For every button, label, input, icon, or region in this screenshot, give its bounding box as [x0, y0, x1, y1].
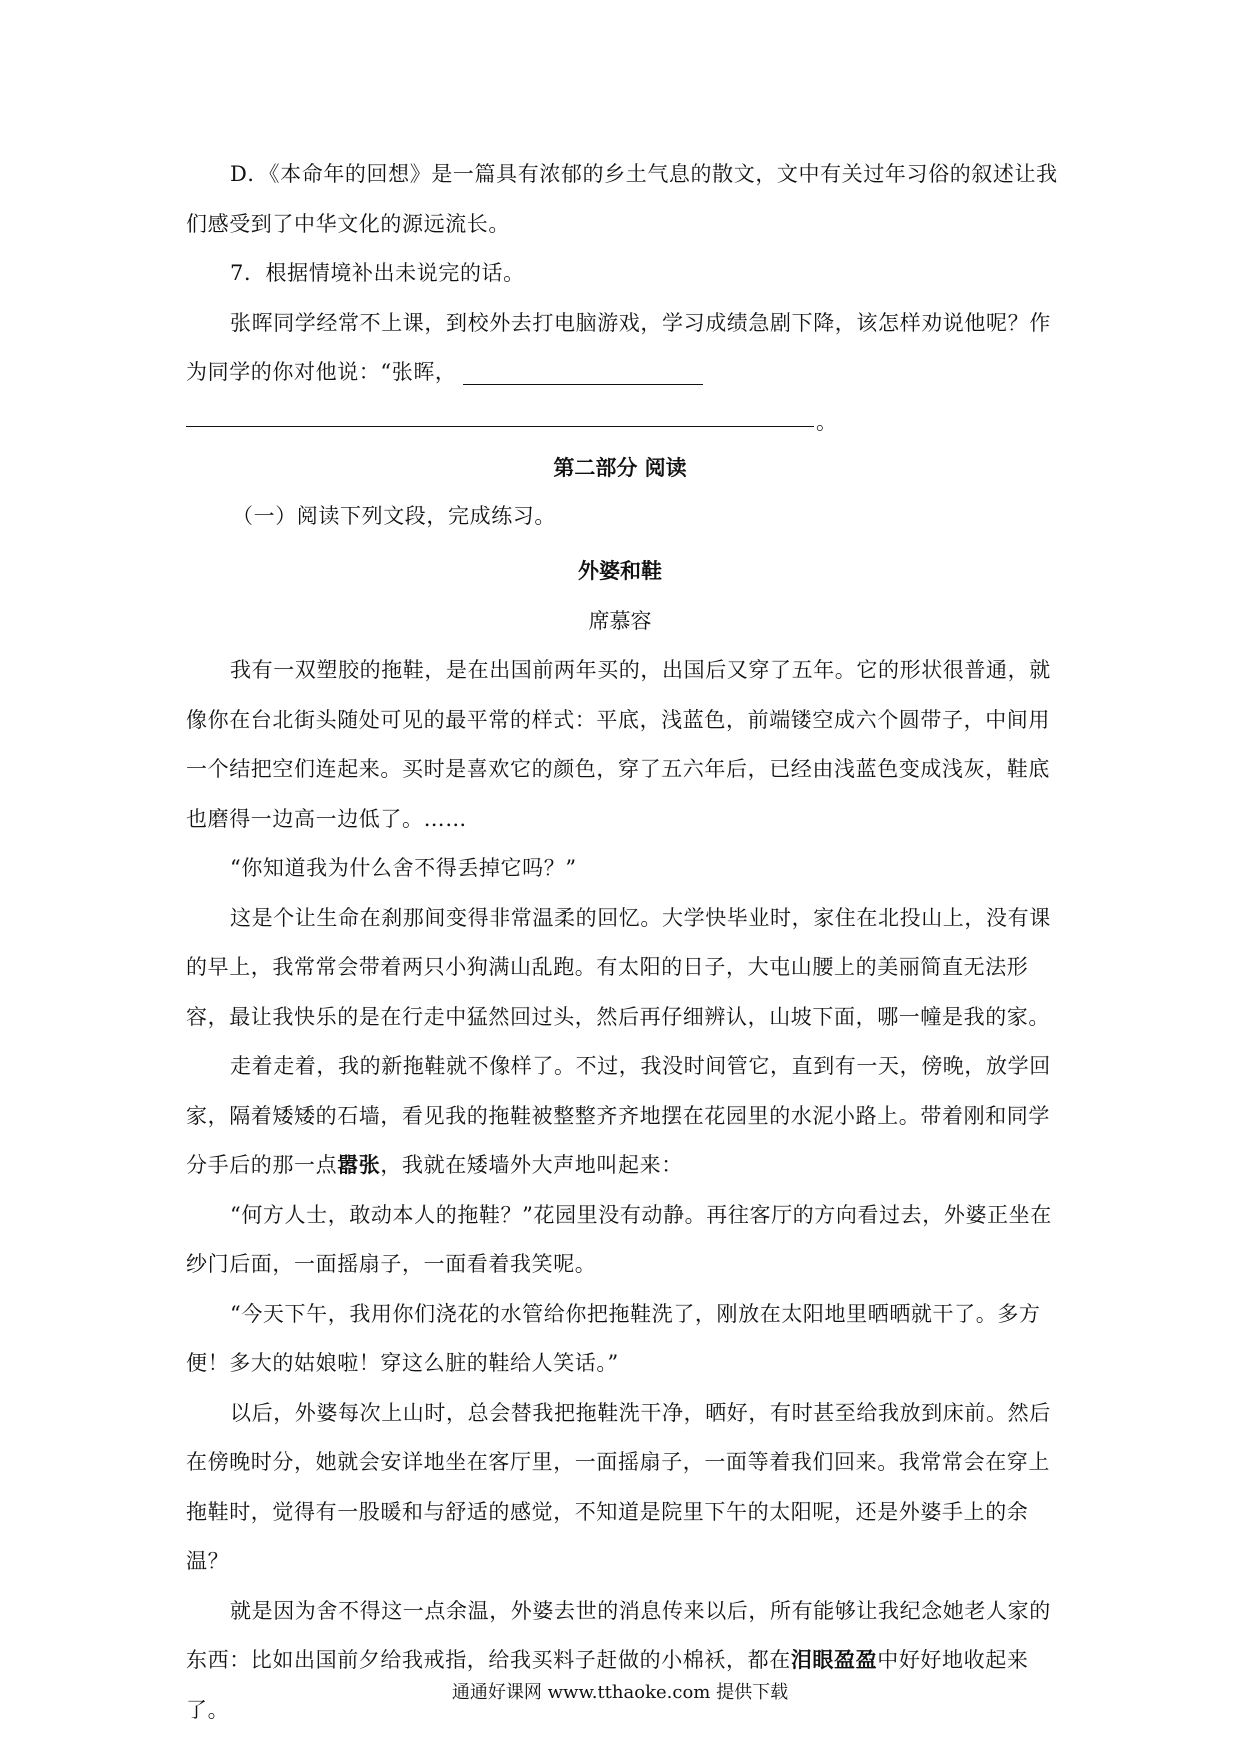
page-footer: 通通好课网 www.tthaoke.com 提供下载	[451, 1682, 789, 1703]
answer-blank-line[interactable]	[186, 402, 837, 442]
article-paragraph-1: 我有一双塑胶的拖鞋，是在出国前两年买的，出国后又穿了五年。它的形状很普通，就像你在台北街头随处可见的最平常的样式：平底，浅蓝色，前端镂空成六个圆带子，中间用一个结把空们连起来。买时是喜欢它的颜色，穿了五六年后，已经由浅蓝色变成浅灰，鞋底也磨得一边高一边低了。……	[186, 658, 1051, 831]
question-7-scenario: 张晖同学经常不上课，到校外去打电脑游戏，学习成绩急剧下降，该怎样劝说他呢？作为同学的你对他说：“张晖，	[186, 310, 1051, 384]
article-paragraph-5: “何方人士，敢动本人的拖鞋？”花园里没有动静。再往客厅的方向看过去，外婆正坐在纱门后面，一面摇扇子，一面看着我笑呢。	[186, 1202, 1052, 1276]
vocab-term-leiyanyingying: 泪眼盈盈	[790, 1648, 878, 1672]
part-two-subhead: （一）阅读下列文段，完成练习。	[232, 504, 556, 528]
answer-blank-long[interactable]	[186, 426, 814, 427]
question-d-text: D．《本命年的回想》是一篇具有浓郁的乡土气息的散文，文中有关过年习俗的叙述让我们感受到了中华文化的源远流长。	[186, 162, 1058, 236]
article-paragraph-4: 走着走着，我的新拖鞋就不像样了。不过，我没时间管它，直到有一天，傍晚，放学回家，隔着矮矮的石墙，看见我的拖鞋被整整齐齐地摆在花园里的水泥小路上。带着刚和同学分手后的那一点嚣张，我就在矮墙外大声地叫起来：	[186, 1054, 1051, 1177]
article-body	[186, 646, 1058, 1735]
article-paragraph-8: 就是因为舍不得这一点余温，外婆去世的消息传来以后，所有能够让我纪念她老人家的东西：比如出国前夕给我戒指，给我买料子赶做的小棉袄，都在泪眼盈盈中好好地收起来了。	[186, 1598, 1051, 1722]
answer-blank-end: 。	[816, 410, 837, 434]
vocab-term-xiaozhang: 嚣张	[337, 1153, 381, 1177]
question-d	[186, 150, 1058, 249]
article-paragraph-3: 这是个让生命在刹那间变得非常温柔的回忆。大学快毕业时，家住在北投山上，没有课的早上，我常常会带着两只小狗满山乱跑。有太阳的日子，大屯山腰上的美丽简直无法形容，最让我快乐的是在行走中猛然回过头，然后再仔细辨认，山坡下面，哪一幢是我的家。	[186, 905, 1051, 1029]
article-title: 外婆和鞋	[578, 559, 662, 583]
article-paragraph-6: “今天下午，我用你们浇花的水管给你把拖鞋洗了，刚放在太阳地里晒晒就干了。多方便！多大的姑娘啦！穿这么脏的鞋给人笑话。”	[186, 1301, 1041, 1375]
question-7-prompt: 7．根据情境补出未说完的话。	[230, 261, 525, 285]
article-paragraph-2: “你知道我为什么舍不得丢掉它吗？”	[230, 856, 577, 880]
part-two-title: 第二部分 阅读	[553, 456, 687, 480]
question-7	[186, 249, 1058, 398]
article-author: 席慕容	[588, 609, 652, 633]
answer-blank-short[interactable]	[463, 383, 703, 385]
article-paragraph-7: 以后，外婆每次上山时，总会替我把拖鞋洗干净，晒好，有时甚至给我放到床前。然后在傍晚时分，她就会安详地坐在客厅里，一面摇扇子，一面等着我们回来。我常常会在穿上拖鞋时，觉得有一股暖和与舒适的感觉，不知道是院里下午的太阳呢，还是外婆手上的余温？	[186, 1400, 1051, 1573]
